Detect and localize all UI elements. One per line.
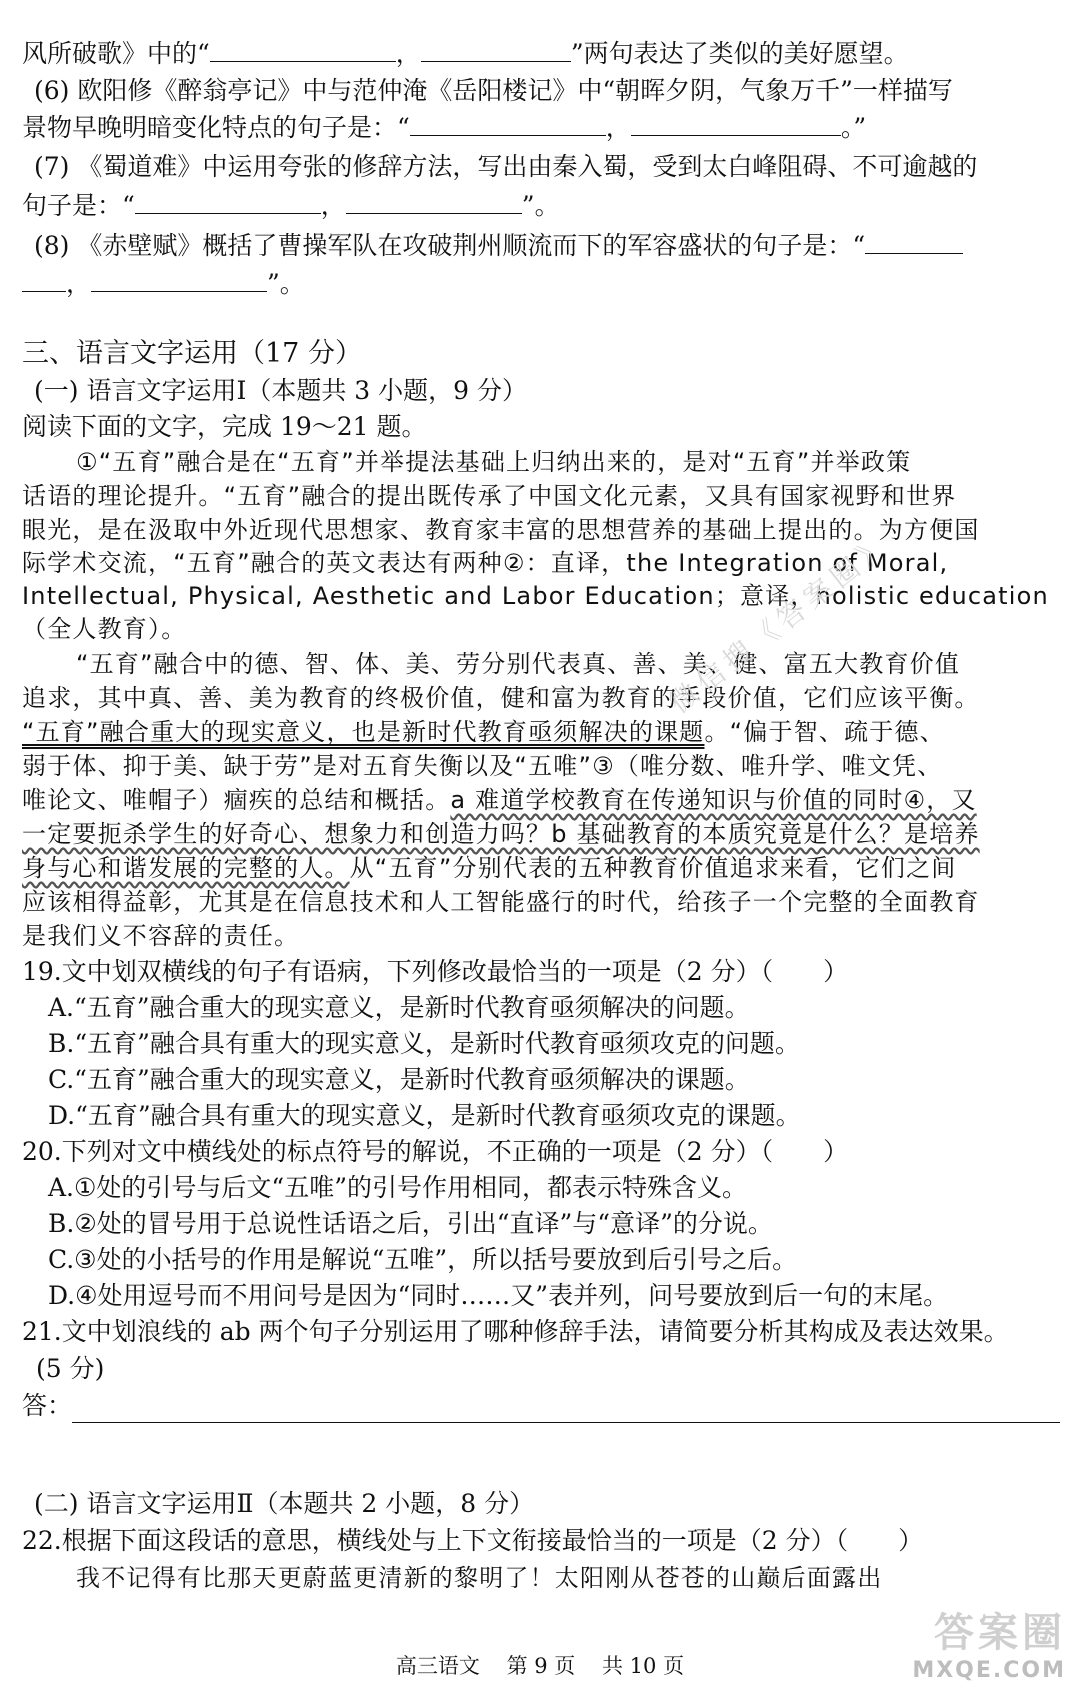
passage-line: 应该相得益彰，尤其是在信息技术和人工智能盛行的时代，给孩子一个完整的全面教育 <box>22 888 980 916</box>
answer-blank[interactable] <box>22 269 66 292</box>
question-20-option-c[interactable]: C.③处的小括号的作用是解说“五唯”，所以括号要放到后引号之后。 <box>48 1245 798 1274</box>
answer-blank[interactable] <box>421 39 571 62</box>
question-19-option-b[interactable]: B.“五育”融合具有重大的现实意义，是新时代教育亟须攻克的问题。 <box>48 1029 800 1058</box>
text: ”两句表达了类似的美好愿望。 <box>570 39 909 68</box>
text: ， <box>605 113 631 142</box>
question-19-stem: 19.文中划双横线的句子有语病，下列修改最恰当的一项是（2 分）（ ） <box>22 957 849 986</box>
passage-line <box>22 716 945 748</box>
question-21-stem: 21.文中划浪线的 ab 两个句子分别运用了哪种修辞手法，请简要分析其构成及表达效果。 <box>22 1317 1009 1346</box>
text: ”。 <box>267 269 305 298</box>
question-8-blanks <box>22 268 305 300</box>
fill-in-line-5 <box>22 38 909 70</box>
passage-line: 追求，其中真、善、美为教育的终极价值，健和富为教育的手段价值，它们应该平衡。 <box>22 684 980 712</box>
question-20-option-a[interactable]: A.①处的引号与后文“五唯”的引号作用相同，都表示特殊含义。 <box>48 1173 747 1202</box>
question-19-option-d[interactable]: D.“五育”融合具有重大的现实意义，是新时代教育亟须攻克的课题。 <box>48 1101 801 1130</box>
question-8-stem <box>34 230 963 262</box>
text: ”。 <box>521 191 560 220</box>
reading-instruction: 阅读下面的文字，完成 19～21 题。 <box>22 412 427 441</box>
answer-blank[interactable] <box>346 191 522 214</box>
answer-blank[interactable] <box>135 191 321 214</box>
answer-blank[interactable] <box>210 39 396 62</box>
text: 风所破歌》中的“ <box>22 39 210 68</box>
footer-total: 共 10 页 <box>602 1654 685 1678</box>
section-3-subtitle-1: (一) 语言文字运用Ⅰ（本题共 3 小题，9 分） <box>34 376 527 405</box>
text: 唯论文、唯帽子）痼疾的总结和概括。 <box>22 786 451 814</box>
double-underlined-sentence: “五育”融合重大的现实意义，也是新时代教育亟须解决的课题 <box>22 718 705 746</box>
question-7-stem: (7) 《蜀道难》中运用夸张的修辞方法，写出由秦入蜀，受到太白峰阻碍、不可逾越的 <box>34 152 978 181</box>
footer-page: 第 9 页 <box>506 1654 576 1678</box>
passage-line: 眼光，是在汲取中外近现代思想家、教育家丰富的思想营养的基础上提出的。为方便国 <box>22 516 980 544</box>
question-22-stem: 22.根据下面这段话的意思，横线处与上下文衔接最恰当的一项是（2 分）（ ） <box>22 1526 924 1555</box>
answer-line[interactable] <box>72 1422 1060 1423</box>
question-6-blanks <box>22 112 866 144</box>
question-19-option-a[interactable]: A.“五育”融合重大的现实意义，是新时代教育亟须解决的问题。 <box>48 993 750 1022</box>
passage-line: Intellectual, Physical, Aesthetic and Labor Education；意译，holistic education <box>22 582 1049 610</box>
passage-line <box>22 818 980 850</box>
answer-blank[interactable] <box>631 113 841 136</box>
wavy-underlined-sentence-b-end: 身与心和谐发展的完整的人。 <box>22 854 350 882</box>
text: 景物早晚明暗变化特点的句子是：“ <box>22 113 410 142</box>
question-20-option-d[interactable]: D.④处用逗号而不用问号是因为“同时……又”表并列，问号要放到后一句的末尾。 <box>48 1281 949 1310</box>
passage-line <box>22 784 977 816</box>
text: ， <box>66 269 92 298</box>
text: 。” <box>840 113 867 142</box>
text: 从“五育”分别代表的五种教育价值追求来看，它们之间 <box>349 854 957 882</box>
text: ， <box>395 39 421 68</box>
text: 。“偏于智、疏于德、 <box>704 718 945 746</box>
answer-blank[interactable] <box>91 269 267 292</box>
footer-subject: 高三语文 <box>395 1654 480 1678</box>
wavy-underlined-sentence-a: a 难道学校教育在传递知识与价值的同时④，又 <box>450 786 977 814</box>
section-3-subtitle-2: (二) 语言文字运用Ⅱ（本题共 2 小题，8 分） <box>34 1489 535 1518</box>
text: ， <box>320 191 346 220</box>
answer-blank[interactable] <box>865 231 963 254</box>
question-22-text: 我不记得有比那天更蔚蓝更清新的黎明了！太阳刚从苍苍的山巅后面露出 <box>76 1564 883 1592</box>
text: 句子是：“ <box>22 191 135 220</box>
wavy-underlined-sentence-b: 一定要扼杀学生的好奇心、想象力和创造力吗？b 基础教育的本质究竟是什么？是培养 <box>22 820 980 848</box>
passage-line: 际学术交流，“五育”融合的英文表达有两种②：直译，the Integration of Moral, <box>22 549 949 577</box>
question-20-option-b[interactable]: B.②处的冒号用于总说性话语之后，引出“直译”与“意译”的分说。 <box>48 1209 773 1238</box>
question-21-score: (5 分) <box>36 1354 105 1383</box>
question-7-blanks <box>22 190 560 222</box>
passage-line: 话语的理论提升。“五育”融合的提出既传承了中国文化元素，又具有国家视野和世界 <box>22 482 957 510</box>
passage-line: 是我们义不容辞的责任。 <box>22 922 300 950</box>
section-3-title: 三、语言文字运用（17 分） <box>22 338 362 369</box>
passage-line: （全人教育）。 <box>22 615 187 643</box>
diagonal-watermark: 微信搜《答案圈》 <box>663 526 898 720</box>
text: (8) 《赤壁赋》概括了曹操军队在攻破荆州顺流而下的军容盛状的句子是：“ <box>34 231 866 260</box>
passage-line <box>22 852 956 884</box>
answer-label: 答： <box>22 1391 73 1420</box>
passage-line: 弱于体、抑于美、缺于劳”是对五育失衡以及“五唯”③（唯分数、唯升学、唯文凭、 <box>22 752 943 780</box>
watermark-logo-text: 答案圈 <box>934 1610 1066 1656</box>
passage-line: ①“五育”融合是在“五育”并举提法基础上归纳出来的，是对“五育”并举政策 <box>76 448 912 476</box>
answer-blank[interactable] <box>410 113 606 136</box>
question-20-stem: 20.下列对文中横线处的标点符号的解说，不正确的一项是（2 分）（ ） <box>22 1137 849 1166</box>
site-watermark <box>912 1601 1066 1683</box>
watermark-url: MXQE.COM <box>912 1658 1066 1683</box>
question-6-stem: (6) 欧阳修《醉翁亭记》中与范仲淹《岳阳楼记》中“朝晖夕阴，气象万千”一样描写 <box>34 76 953 105</box>
passage-line: “五育”融合中的德、智、体、美、劳分别代表真、善、美、健、富五大教育价值 <box>76 650 961 678</box>
question-19-option-c[interactable]: C.“五育”融合重大的现实意义，是新时代教育亟须解决的课题。 <box>48 1065 750 1094</box>
